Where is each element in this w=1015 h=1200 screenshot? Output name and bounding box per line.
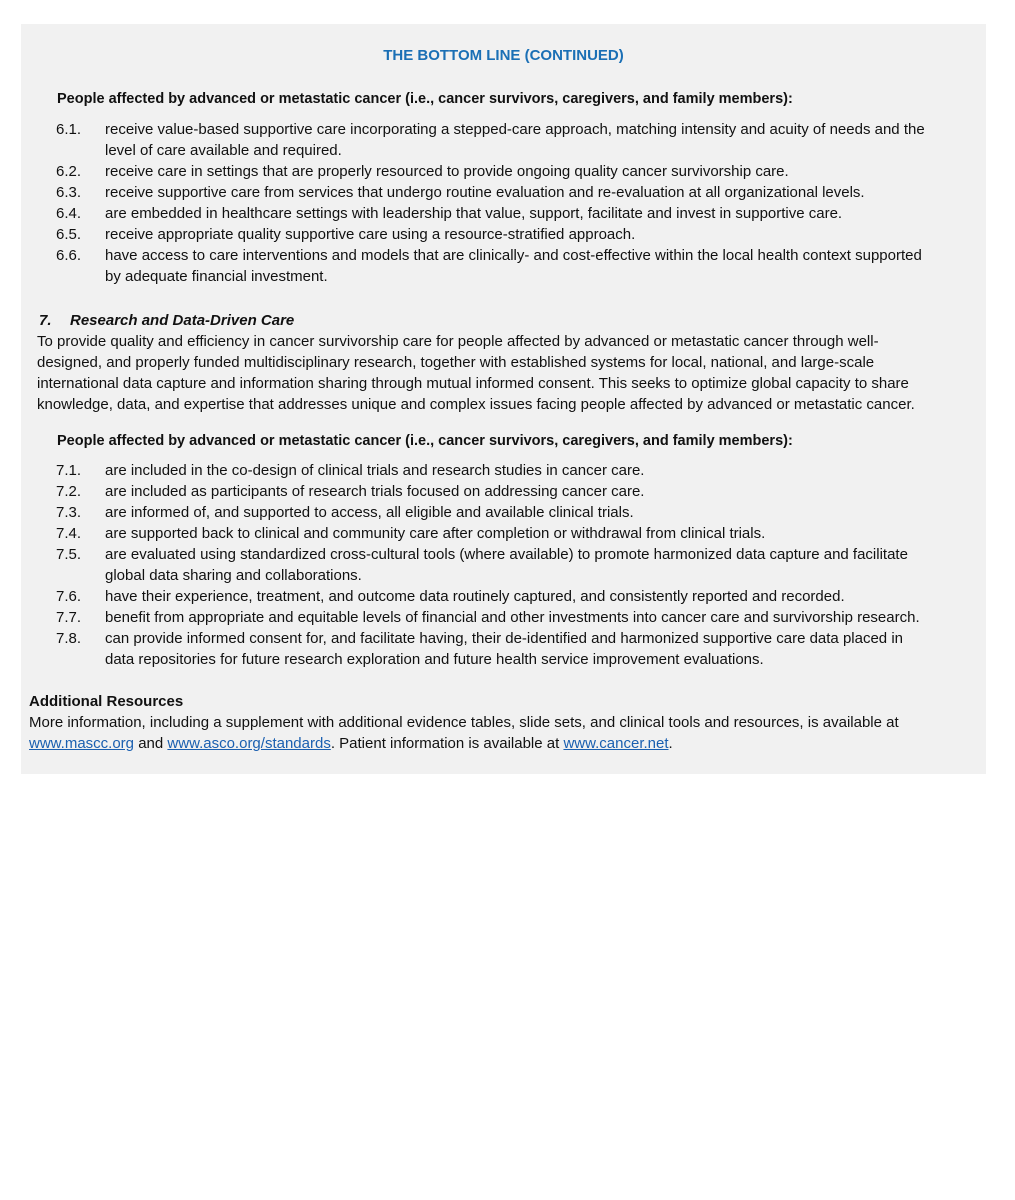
resources-links-line bbox=[29, 735, 673, 752]
paragraph-line: designed, and properly funded multidisciplinary research, together with established systems for local, national, and large-scale bbox=[37, 354, 875, 371]
item-number: 6.1. bbox=[56, 121, 82, 138]
item-text: benefit from appropriate and equitable levels of financial and other investments into cancer care and survivorship research. bbox=[105, 609, 920, 626]
bottom-line-panel bbox=[21, 24, 986, 774]
block6-lead: People affected by advanced or metastatic cancer (i.e., cancer survivors, caregivers, and family members): bbox=[57, 91, 793, 107]
item-number: 7.5. bbox=[56, 546, 82, 563]
item-number: 6.5. bbox=[56, 226, 82, 243]
item-text: level of care available and required. bbox=[105, 142, 342, 159]
section-heading bbox=[39, 312, 294, 329]
item-number: 7.2. bbox=[56, 483, 82, 500]
item-text: are included as participants of research trials focused on addressing cancer care. bbox=[105, 483, 645, 500]
link-asco-standards[interactable]: www.asco.org/standards bbox=[167, 735, 331, 752]
item-text: receive supportive care from services that undergo routine evaluation and re-evaluation at all organizational levels. bbox=[105, 184, 865, 201]
resources-end: . bbox=[668, 735, 673, 752]
item-number: 6.3. bbox=[56, 184, 82, 201]
resources-heading: Additional Resources bbox=[29, 693, 184, 710]
item-number: 7.7. bbox=[56, 609, 82, 626]
item-number: 6.2. bbox=[56, 163, 82, 180]
link-cancer-net[interactable]: www.cancer.net bbox=[563, 735, 669, 752]
item-text: are included in the co-design of clinical trials and research studies in cancer care. bbox=[105, 462, 645, 479]
item-text: are embedded in healthcare settings with leadership that value, support, facilitate and invest in supportive care. bbox=[105, 205, 843, 222]
paragraph-line: To provide quality and efficiency in cancer survivorship care for people affected by advanced or metastatic cancer through well- bbox=[37, 333, 879, 350]
item-number: 7.3. bbox=[56, 504, 82, 521]
resources-mid: . Patient information is available at bbox=[330, 735, 564, 752]
panel-title: THE BOTTOM LINE (CONTINUED) bbox=[383, 47, 624, 64]
item-text: are evaluated using standardized cross-cultural tools (where available) to promote harmonized data capture and facilitate bbox=[105, 546, 908, 563]
item-text: by adequate financial investment. bbox=[105, 268, 328, 285]
paragraph-line: knowledge, data, and expertise that addresses unique and complex issues facing people affected by advanced or metastatic cancer. bbox=[37, 396, 915, 413]
section-number: 7. bbox=[39, 312, 52, 329]
item-number: 7.1. bbox=[56, 462, 82, 479]
item-number: 7.4. bbox=[56, 525, 82, 542]
item-number: 7.8. bbox=[56, 630, 82, 647]
item-text: global data sharing and collaborations. bbox=[105, 567, 362, 584]
item-number: 6.6. bbox=[56, 247, 82, 264]
item-text: are informed of, and supported to access, all eligible and available clinical trials. bbox=[105, 504, 634, 521]
item-number: 6.4. bbox=[56, 205, 82, 222]
item-text: have their experience, treatment, and outcome data routinely captured, and consistently reported and recorded. bbox=[105, 588, 845, 605]
block7-lead: People affected by advanced or metastatic cancer (i.e., cancer survivors, caregivers, and family members): bbox=[57, 433, 793, 449]
item-text: data repositories for future research exploration and future health service improvement evaluations. bbox=[105, 651, 764, 668]
item-text: are supported back to clinical and community care after completion or withdrawal from clinical trials. bbox=[105, 525, 766, 542]
resources-and: and bbox=[134, 735, 168, 752]
section-title: Research and Data-Driven Care bbox=[70, 312, 295, 329]
item-number: 7.6. bbox=[56, 588, 82, 605]
resources-text: More information, including a supplement with additional evidence tables, slide sets, and clinical tools and resources, is available at bbox=[29, 714, 899, 731]
item-text: have access to care interventions and models that are clinically- and cost-effective within the local health context supported bbox=[105, 247, 922, 264]
item-text: receive value-based supportive care incorporating a stepped-care approach, matching intensity and acuity of needs and the bbox=[105, 121, 925, 138]
link-mascc[interactable]: www.mascc.org bbox=[29, 735, 135, 752]
item-text: can provide informed consent for, and facilitate having, their de-identified and harmonized supportive care data placed in bbox=[105, 630, 903, 647]
item-text: receive care in settings that are properly resourced to provide ongoing quality cancer survivorship care. bbox=[105, 163, 789, 180]
paragraph-line: international data capture and information sharing through mutual informed consent. This seeks to optimize global capacity to share bbox=[37, 375, 909, 392]
item-text: receive appropriate quality supportive care using a resource-stratified approach. bbox=[105, 226, 636, 243]
